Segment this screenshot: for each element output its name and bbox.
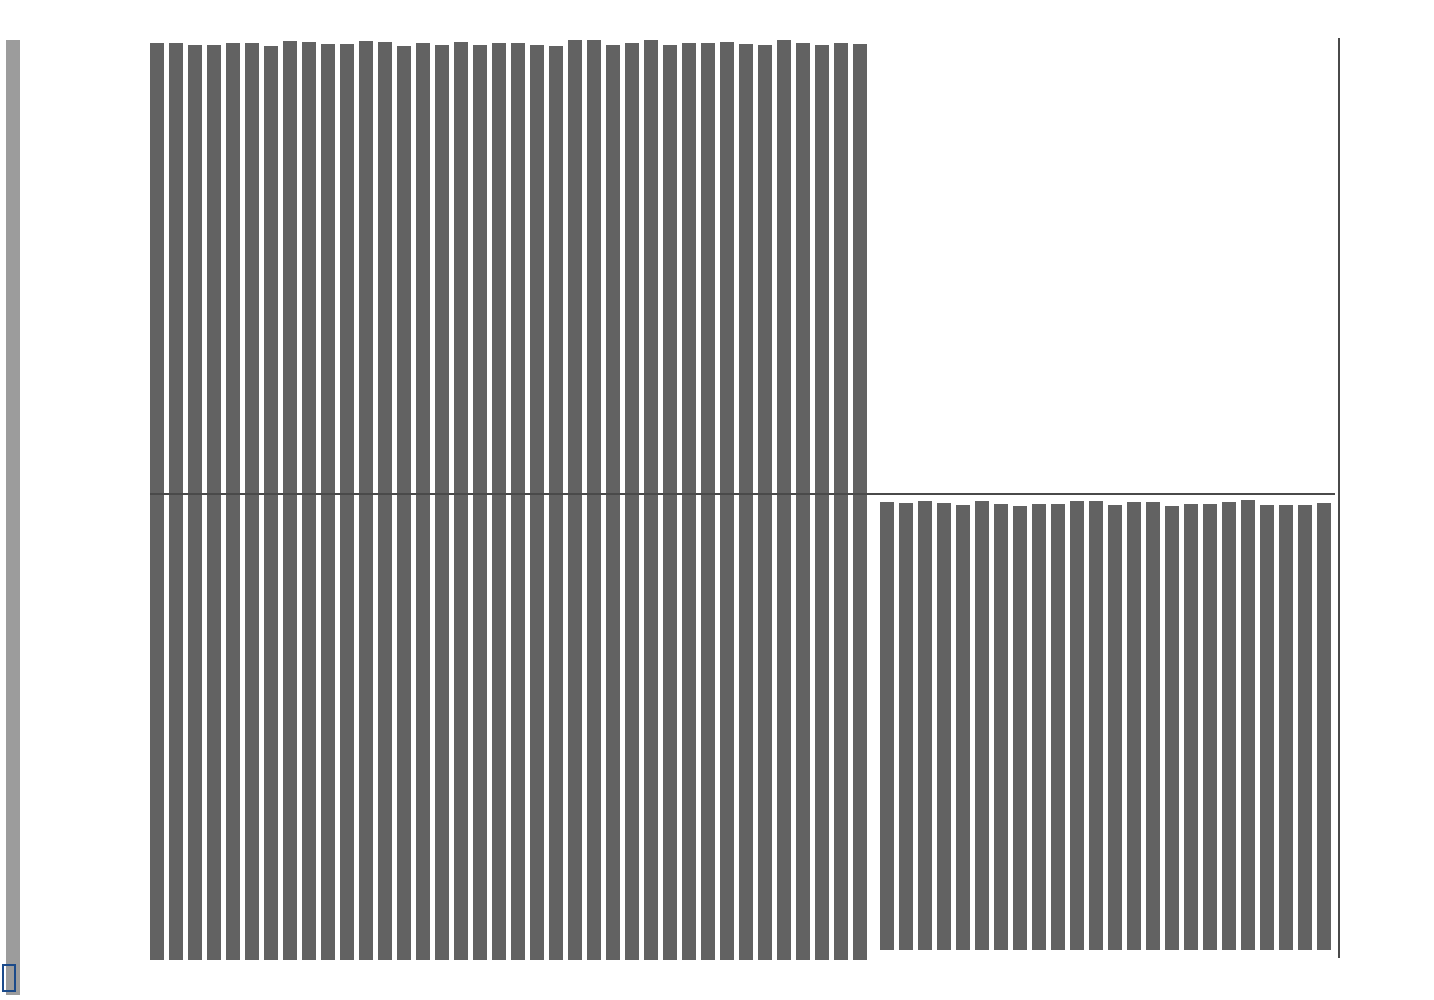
- text-line: [994, 504, 1008, 950]
- text-line: [150, 43, 164, 960]
- text-line: [1108, 505, 1122, 950]
- text-line: [397, 46, 411, 960]
- text-line: [492, 43, 506, 960]
- text-line: [1184, 504, 1198, 950]
- text-line: [777, 40, 791, 960]
- text-line: [511, 43, 525, 960]
- text-line: [302, 42, 316, 960]
- text-line: [454, 42, 468, 960]
- text-line: [188, 45, 202, 960]
- right-text-column: [880, 500, 1330, 950]
- text-line: [283, 41, 297, 960]
- text-line: [226, 43, 240, 960]
- text-line: [606, 45, 620, 960]
- text-line: [1165, 506, 1179, 950]
- text-line: [549, 46, 563, 960]
- text-line: [378, 42, 392, 960]
- digitization-credit: [6, 40, 7, 41]
- text-line: [815, 45, 829, 960]
- text-line: [899, 503, 913, 950]
- text-line: [739, 44, 753, 960]
- text-line: [435, 45, 449, 960]
- text-line: [530, 45, 544, 960]
- text-line: [340, 44, 354, 960]
- text-line: [169, 43, 183, 960]
- text-line: [853, 44, 867, 960]
- text-line: [937, 503, 951, 950]
- text-line: [1203, 504, 1217, 950]
- text-line: [1222, 502, 1236, 950]
- text-line: [416, 43, 430, 960]
- text-line: [1032, 504, 1046, 950]
- text-line: [644, 40, 658, 960]
- text-line: [1241, 500, 1255, 950]
- text-line: [1127, 502, 1141, 950]
- text-line: [1013, 506, 1027, 950]
- text-line: [207, 45, 221, 960]
- column-divider: [150, 493, 1335, 495]
- text-line: [321, 44, 335, 960]
- text-line: [701, 43, 715, 960]
- text-line: [834, 43, 848, 960]
- dfg-logo: [2, 964, 16, 992]
- text-line: [918, 501, 932, 950]
- text-line: [587, 40, 601, 960]
- text-line: [264, 46, 278, 960]
- text-line: [568, 40, 582, 960]
- text-line: [473, 45, 487, 960]
- text-line: [625, 43, 639, 960]
- text-line: [956, 505, 970, 950]
- text-line: [1051, 504, 1065, 950]
- text-line: [975, 501, 989, 950]
- text-line: [682, 43, 696, 960]
- text-line: [1298, 505, 1312, 950]
- text-line: [720, 42, 734, 960]
- text-line: [1070, 501, 1084, 950]
- text-line: [796, 43, 810, 960]
- text-line: [1260, 505, 1274, 950]
- text-line: [245, 43, 259, 960]
- text-line: [1317, 503, 1331, 950]
- text-line: [1279, 505, 1293, 950]
- text-line: [758, 45, 772, 960]
- text-line: [1146, 502, 1160, 950]
- text-line: [663, 45, 677, 960]
- header-rule: [1338, 38, 1340, 958]
- text-line: [359, 41, 373, 960]
- left-text-column: [150, 40, 870, 960]
- text-line: [880, 502, 894, 950]
- text-line: [1089, 501, 1103, 950]
